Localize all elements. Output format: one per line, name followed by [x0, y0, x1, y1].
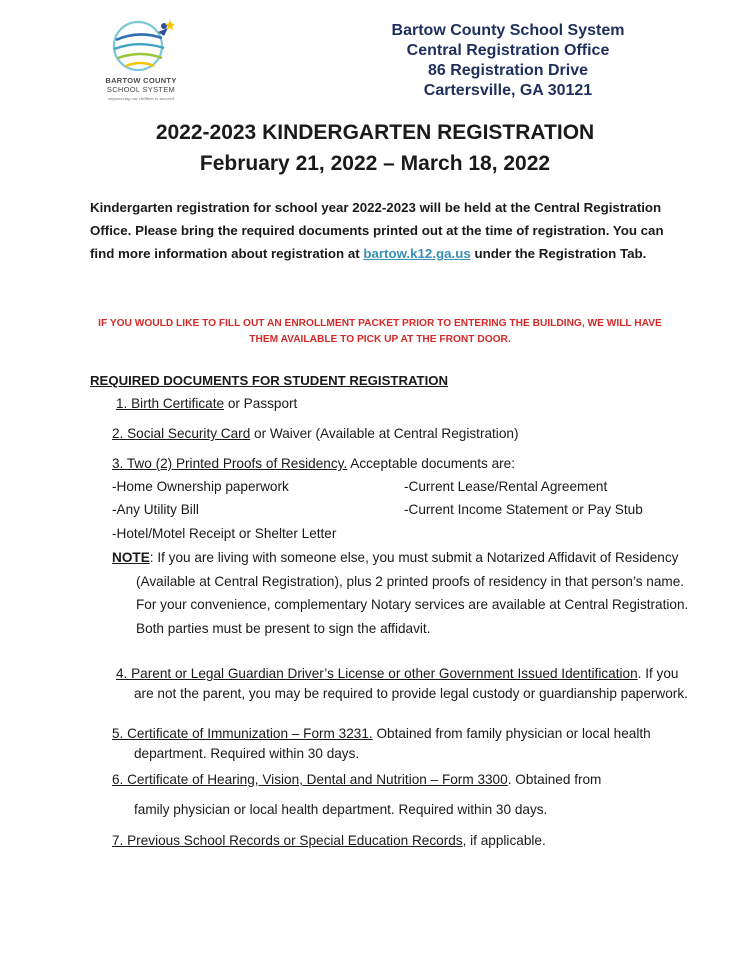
doc-item-2	[112, 424, 518, 444]
intro-text-end: under the Registration Tab.	[470, 246, 647, 261]
doc-item-3	[112, 454, 515, 474]
doc-item-text: , if applicable.	[462, 833, 546, 848]
doc-item-label: 1. Birth Certificate	[116, 396, 225, 411]
address-line: Cartersville, GA 30121	[423, 82, 593, 99]
doc-item-label: 4. Parent or Legal Guardian Driver’s License or other Government Issued Identification	[116, 666, 638, 681]
school-system-logo	[92, 16, 190, 114]
doc-item-4	[116, 664, 690, 704]
doc-item-1	[116, 394, 297, 414]
intro-paragraph	[90, 196, 670, 265]
doc-item-5	[112, 724, 694, 764]
logo-text-line1: BARTOW COUNTY	[105, 76, 177, 85]
residency-option: -Home Ownership paperwork	[112, 479, 289, 494]
doc-item-text: . If you are not the parent, you may be required to provide legal custody or guardianship paperwork.	[134, 666, 688, 701]
residency-option: -Hotel/Motel Receipt or Shelter Letter	[112, 526, 337, 541]
address-line: Bartow County School System	[391, 22, 625, 39]
doc-item-label: 3. Two (2) Printed Proofs of Residency.	[112, 456, 348, 471]
doc-item-7	[112, 831, 546, 851]
district-website-link[interactable]: bartow.k12.ga.us	[363, 246, 471, 261]
residency-option: -Current Income Statement or Pay Stub	[404, 502, 643, 517]
logo-text-line2: SCHOOL SYSTEM	[106, 85, 176, 94]
doc-item-6	[112, 770, 601, 790]
office-address	[358, 21, 658, 101]
doc-item-label: 5. Certificate of Immunization – Form 3231.	[112, 726, 373, 741]
residency-option: -Current Lease/Rental Agreement	[404, 479, 608, 494]
note-text: : If you are living with someone else, you must submit a Notarized Affidavit of Residency (Available at Central Registration), plus 2 printed proofs of residency in that person’s name. For your convenience, complementary Notary services are available at Central Registration. Both parties must be present to sign the affidavit.	[136, 550, 689, 636]
title-line1: 2022-2023 KINDERGARTEN REGISTRATION	[155, 121, 595, 144]
address-line: 86 Registration Drive	[427, 62, 589, 79]
title-dates: February 21, 2022 – March 18, 2022	[199, 152, 551, 175]
intro-text: Kindergarten registration for school year 2022-2023 will be held at the Central Registration Office. Please bring the required documents printed out at the time of registration. You can find more information about registration at	[90, 200, 664, 261]
residency-note	[112, 546, 696, 640]
residency-option: -Any Utility Bill	[112, 502, 199, 517]
doc-item-label: 7. Previous School Records or Special Education Records	[112, 833, 463, 848]
doc-item-label: 6. Certificate of Hearing, Vision, Dental and Nutrition – Form 3300	[112, 772, 508, 787]
address-line: Central Registration Office	[406, 42, 610, 59]
doc-item-text: . Obtained from	[507, 772, 602, 787]
enrollment-packet-notice: IF YOU WOULD LIKE TO FILL OUT AN ENROLLMENT PACKET PRIOR TO ENTERING THE BUILDING, WE WILL HAVE THEM AVAILABLE TO PICK UP AT THE FRONT DOOR.	[98, 318, 662, 345]
required-docs-heading: REQUIRED DOCUMENTS FOR STUDENT REGISTRATION	[90, 373, 449, 388]
page-title	[0, 117, 750, 179]
doc-item-text: or Waiver (Available at Central Registration)	[250, 426, 519, 441]
doc-item-text: Obtained from family physician or local health department. Required within 30 days.	[134, 726, 651, 761]
doc-item-label: 2. Social Security Card	[112, 426, 251, 441]
doc-item-text: Acceptable documents are:	[347, 456, 515, 471]
doc-item-6-continued: family physician or local health department. Required within 30 days.	[134, 802, 548, 817]
note-label: NOTE	[112, 550, 150, 565]
globe-logo-icon	[104, 16, 178, 74]
logo-tagline: empowering our children to succeed	[108, 96, 174, 101]
doc-item-text: or Passport	[224, 396, 298, 411]
